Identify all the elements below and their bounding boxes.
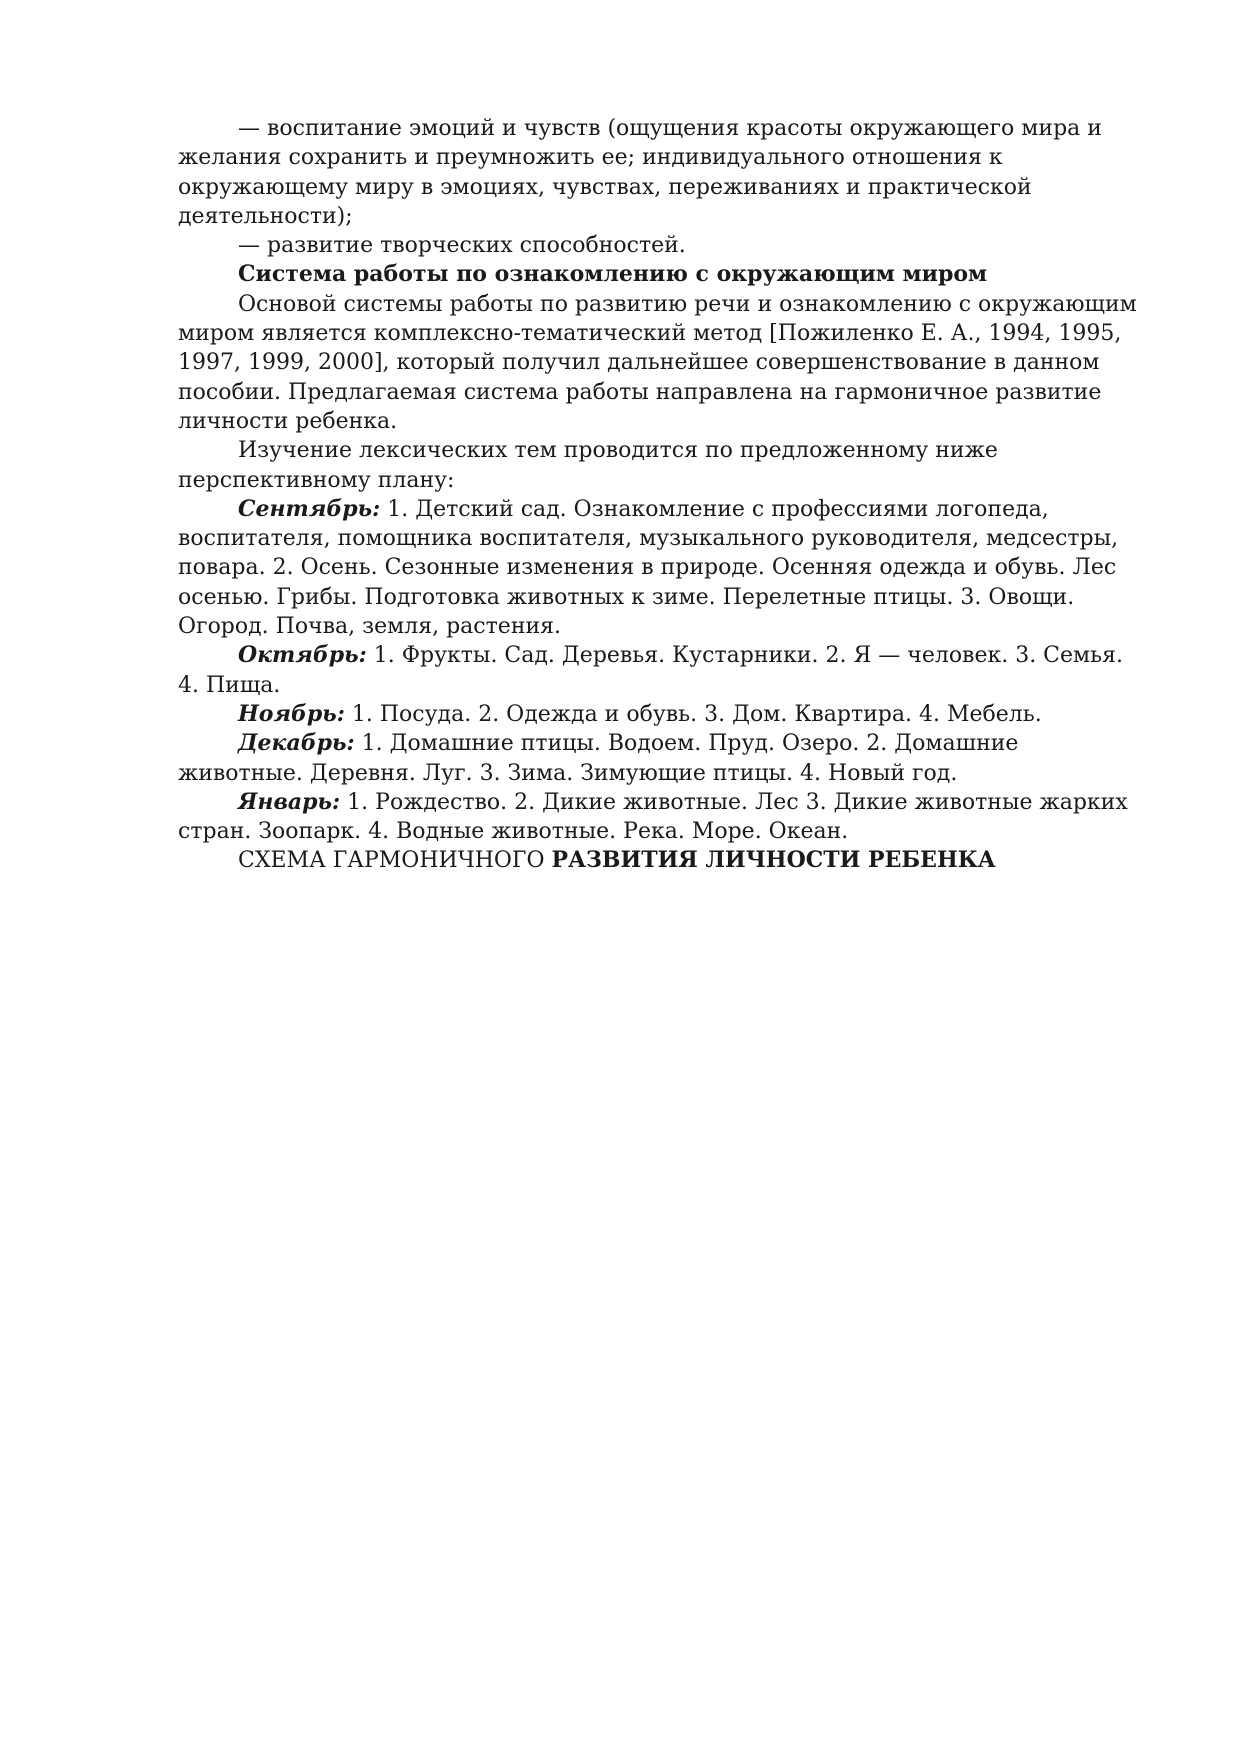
- plan-item-january: [178, 788, 1138, 847]
- month-label: Сентябрь:: [238, 495, 381, 522]
- month-label: Январь:: [238, 788, 341, 815]
- plan-item-september: [178, 495, 1138, 641]
- paragraph-method: Основой системы работы по развитию речи и ознакомлению с окружающим миром является комплексно-тематический метод [Пожиленко Е. А., 1994, 1995, 1997, 1999, 2000], который получил дальнейшее совершенствование в данном пособии. Предлагаемая система работы направлена на гармоничное развитие личности ребенка.: [178, 291, 1137, 434]
- document-page: [178, 114, 1138, 876]
- paragraph-creativity: — развитие творческих способностей.: [238, 233, 686, 259]
- month-topics: 1. Детский сад. Ознакомление с профессиями логопеда, воспитателя, помощника воспитателя, музыкального руководителя, медсестры, повара. 2. Осень. Сезонные изменения в природе. Осенняя одежда и обувь. Лес осенью. Грибы. Подготовка животных к зиме. Перелетные птицы. 3. Овощи. Огород. Почва, земля, растения.: [178, 496, 1119, 640]
- section-heading: Система работы по ознакомлению с окружающим миром: [238, 261, 988, 288]
- month-topics: 1. Посуда. 2. Одежда и обувь. 3. Дом. Квартира. 4. Мебель.: [344, 701, 1042, 727]
- plan-item-december: [178, 729, 1138, 788]
- month-topics: 1. Рождество. 2. Дикие животные. Лес 3. Дикие животные жарких стран. Зоопарк. 4. Водные животные. Река. Море. Океан.: [178, 789, 1128, 845]
- paragraph-plan-intro: Изучение лексических тем проводится по предложенному ниже перспективному плану:: [178, 438, 998, 493]
- plan-item-october: [178, 641, 1138, 700]
- month-label: Декабрь:: [238, 730, 355, 757]
- plan-item-november: [178, 700, 1138, 729]
- month-topics: 1. Домашние птицы. Водоем. Пруд. Озеро. 2. Домашние животные. Деревня. Луг. 3. Зима. Зимующие птицы. 4. Новый год.: [178, 731, 1019, 786]
- scheme-title: [178, 846, 1138, 875]
- scheme-title-part1: СХЕМА ГАРМОНИЧНОГО: [238, 848, 552, 874]
- month-topics: 1. Фрукты. Сад. Деревья. Кустарники. 2. Я — человек. 3. Семья. 4. Пища.: [178, 643, 1123, 698]
- month-label: Ноябрь:: [238, 700, 345, 727]
- scheme-title-part2: РАЗВИТИЯ ЛИЧНОСТИ РЕБЕНКА: [551, 847, 996, 874]
- month-label: Октябрь:: [238, 642, 367, 669]
- paragraph-emotions: — воспитание эмоций и чувств (ощущения красоты окружающего мира и желания сохранить и преумножить ее; индивидуального отношения к окружающему миру в эмоциях, чувствах, переживаниях и практической деятельности);: [178, 116, 1102, 229]
